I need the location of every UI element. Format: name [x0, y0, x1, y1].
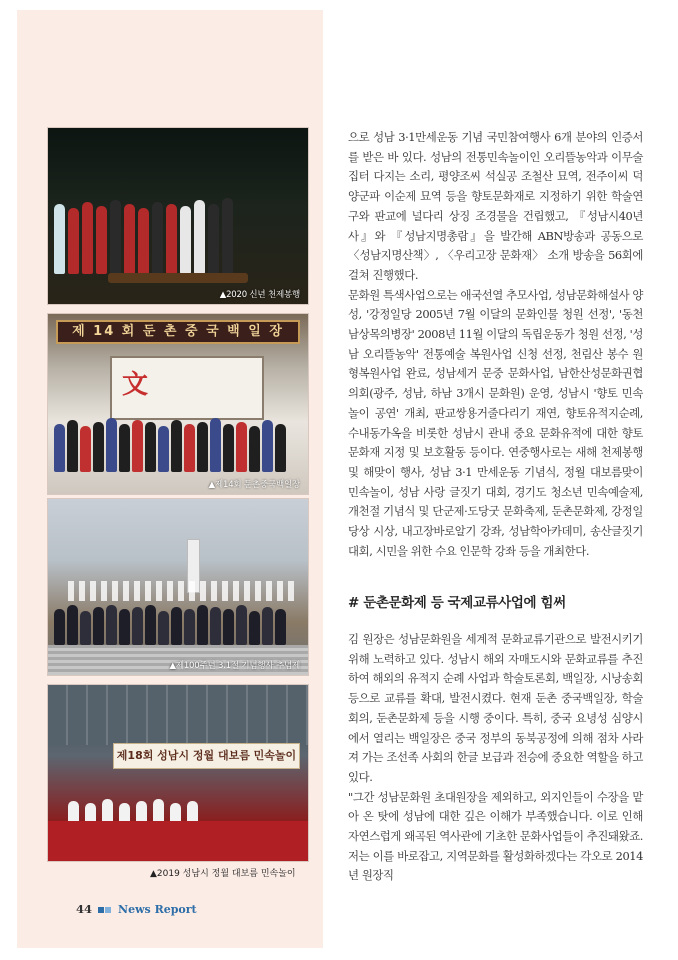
page-number: 44 — [76, 902, 93, 916]
event-banner: 제 14 회 둔 촌 중 국 백 일 장 — [56, 320, 300, 344]
publication-brand — [118, 903, 197, 916]
paragraph: 으로 성남 3·1만세운동 기념 국민참여행사 6개 분야의 인증서를 받은 바 있다. 성남의 전통민속놀이인 오리뜰농악과 이무술집터 다지는 소리, 평양조씨 석실공 조철산 묘역, 전주이씨 덕양군파 이순제 묘역 등을 향토문화재로 지정하기 위한 학술연구와 판교에 널다리 상징 조경물을 건립했고, 『성남시40년사』와 『성남지명총람』을 발간해 ABN방송과 공동으로 〈성남지명산책〉, 〈우리고장 문화재〉 소개 방송을 56회에 걸쳐 진행했다. — [348, 130, 643, 282]
paragraph: "그간 성남문화원 초대원장을 제외하고, 외지인들이 수장을 맡아 온 탓에 성남에 대한 깊은 이해가 부족했습니다. 이로 인해 자연스럽게 왜곡된 역사관에 기초한 문화사업들이 추진돼왔죠. 저는 이를 바로잡고, 지역문화를 활성화하겠다는 각오로 2014년 원장직 — [348, 789, 644, 883]
photo-caption: ▲2020 신년 천제봉행 — [219, 290, 300, 300]
article-text-upper — [348, 128, 643, 561]
contest-logo-icon: 文 — [122, 370, 149, 400]
photo-essay-contest — [47, 313, 309, 495]
photo-caption: ▲제100주년 3.1절 기념행사 추념제 — [169, 661, 300, 671]
ritual-table — [108, 273, 248, 283]
photo-new-year-ceremony — [47, 127, 309, 305]
paragraph: 김 원장은 성남문화원을 세계적 문화교류기관으로 발전시키기 위해 노력하고 있다. 성남시 해외 자매도시와 문화교류를 추진하여 해외의 유적지 순례 사업과 학술토론회, 백일장, 시낭송회 등으로 교류를 확대, 발전시켰다. 현재 둔촌 중국백일장, 학술회의, 둔촌문화제 등을 시행 중이다. 특히, 중국 요녕성 심양시에서 열리는 백일장은 중국 정부의 동북공정에 의해 점차 사라져 가는 조선족 사회의 한글 보급과 전승에 중요한 역할을 하고 있다. — [348, 632, 643, 784]
photo-caption: ▲제14회 둔촌중국백일장 — [208, 480, 300, 490]
section-heading: # 둔촌문화제 등 국제교류사업에 힘써 — [348, 595, 566, 611]
page-footer — [76, 902, 197, 916]
contest-participants — [54, 418, 302, 472]
memorial-participants — [54, 605, 302, 645]
article-text-lower — [348, 630, 643, 886]
paragraph: 문화원 특색사업으로는 애국선열 추모사업, 성남문화해설사 양성, '강정일당 2005년 7월 이달의 문화인물 청원 선정', '동천 남상목의병장' 2008년 11월 이달의 독립운동가 청원 선정, '성남 오리뜰농악' 전통예술 복원사업 신청 선정, 천림산 봉수 원형복원사업 완료, 성남세거 문중 문화사업, 남한산성문화권협의회(광주, 성남, 하남 3개시 문화원) 운영, 성남시 '향토 민속놀이 공연' 개최, 판교쌍용거줄다리기 재연, 향토유적지순례, 수내동가옥을 비롯한 성남시 관내 중요 문화유적에 대한 향토문화재 지정 및 보호활동 등이다. 연중행사로는 새해 천제봉행 및 해맞이 행사, 성남 3·1 만세운동 기념식, 정월 대보름맞이 민속놀이, 성남 사랑 글짓기 대회, 경기도 청소년 민속예술제, 개천절 기념식 및 단군제·도당굿 문화축제, 둔촌문화제, 강정일당상 시상, 내고장바로알기 강좌, 성남학아카데미, 송산글짓기대회, 시민을 위한 수요 인문학 강좌 등을 개최한다. — [348, 287, 644, 558]
projection-screen — [110, 356, 264, 420]
waving-flags — [68, 581, 298, 601]
red-stage — [48, 821, 308, 861]
festival-sign: 제18회 성남시 정월 대보름 민속놀이 — [113, 743, 300, 769]
ceremony-participants — [54, 198, 302, 274]
building-facade — [48, 685, 308, 745]
photo-folk-games — [47, 684, 309, 862]
brand-news: News — [118, 902, 151, 916]
brand-report: Report — [154, 902, 197, 916]
brand-squares-icon — [98, 903, 112, 916]
photo-caption: ▲2019 성남시 정월 대보름 민속놀이 — [150, 869, 296, 879]
photo-march-first-memorial — [47, 498, 309, 676]
